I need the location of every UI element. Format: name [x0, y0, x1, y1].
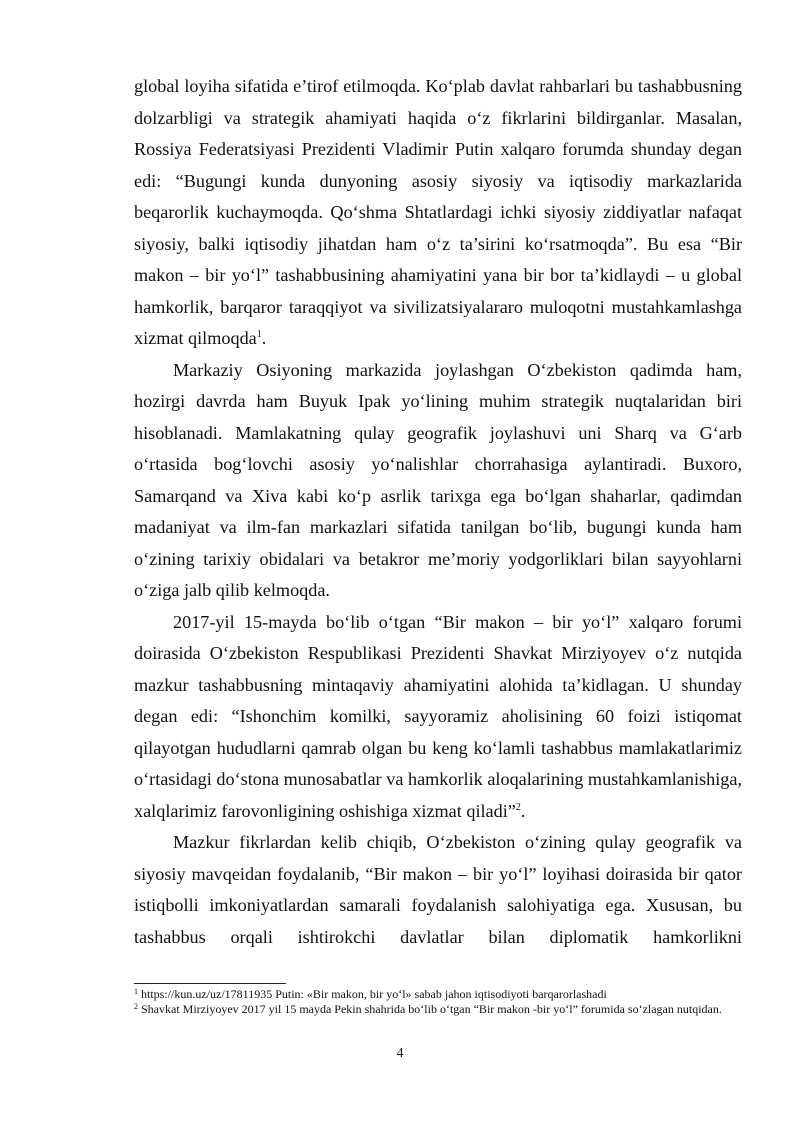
body-text — [134, 71, 742, 953]
paragraph-4 — [134, 827, 742, 953]
footnote-1-text: https://kun.uz/uz/17811935 Putin: «Bir makon, bir yo‘l» sabab jahon iqtisodiyoti barqarorlashadi — [141, 987, 607, 1001]
paragraph-1-end: . — [261, 328, 267, 348]
paragraph-3 — [134, 607, 742, 828]
page-number: 4 — [396, 1046, 404, 1061]
footnote-1-number: 1 — [134, 987, 138, 996]
footnote-1 — [134, 987, 742, 1002]
paragraph-3-end: . — [520, 800, 526, 821]
footnote-2-text: Shavkat Mirziyoyev 2017 yil 15 mayda Pekin shahrida bo‘lib o‘tgan “Bir makon -bir yo‘l” forumida so‘zlagan nutqidan. — [141, 1002, 722, 1016]
paragraph-1-text: global loyiha sifatida e’tirof etilmoqda. Ko‘plab davlat rahbarlari bu tashabbusning dolzarbligi va strategik ahamiyati haqida o‘z fikrlarini bildirganlar. Masalan, Rossiya Federatsiyasi Prezidenti Vladimir Putin xalqaro forumda shunday degan edi: “Bugungi kunda dunyoning asosiy siyosiy va iqtisodiy markazlarida beqarorlik kuchaymoqda. Qo‘shma Shtatlardagi ichki siyosiy ziddiyatlar nafaqat siyosiy, balki iqtisodiy jihatdan ham o‘z ta’sirini ko‘rsatmoqda”. Bu esa “Bir makon – bir yo‘l” tashabbusining ahamiyatini yana bir bor ta’kidlaydi – u global hamkorlik, barqaror taraqqiyot va sivilizatsiyalararo muloqotni mustahkamlashga xizmat qilmoqda — [134, 76, 742, 348]
footnotes — [134, 987, 742, 1017]
paragraph-2 — [134, 355, 742, 607]
paragraph-2-text: Markaziy Osiyoning markazida joylashgan O‘zbekiston qadimda ham, hozirgi davrda ham Buyuk Ipak yo‘lining muhim strategik nuqtalaridan biri hisoblanadi. Mamlakatning qulay geografik joylashuvi uni Sharq va G‘arb o‘rtasida bog‘lovchi asosiy yo‘nalishlar chorrahasiga aylantiradi. Buxoro, Samarqand va Xiva kabi ko‘p asrlik tarixga ega bo‘lgan shaharlar, qadimdan madaniyat va ilm-fan markazlari sifatida tanilgan bo‘lib, bugungi kunda ham o‘zining tarixiy obidalari va betakror me’moriy yodgorliklari bilan sayyohlarni o‘ziga jalb qilib kelmoqda. — [134, 359, 742, 600]
footnote-separator — [134, 983, 286, 984]
paragraph-1 — [134, 71, 742, 355]
paragraph-4-text: Mazkur fikrlardan kelib chiqib, O‘zbekiston o‘zining qulay geografik va siyosiy mavqeidan foydalanib, “Bir makon – bir yo‘l” loyihasi doirasida bir qator istiqbolli imkoniyatlardan samarali foydalanish salohiyatiga ega. Xususan, bu tashabbus orqali ishtirokchi davlatlar bilan diplomatik hamkorlikni — [134, 832, 742, 947]
footnote-2-number: 2 — [134, 1002, 138, 1011]
footnote-2 — [134, 1002, 742, 1017]
footnote-ref-1: 1 — [256, 329, 262, 340]
paragraph-3-text: 2017-yil 15-mayda bo‘lib o‘tgan “Bir makon – bir yo‘l” xalqaro forumi doirasida O‘zbekiston Respublikasi Prezidenti Shavkat Mirziyoyev o‘z nutqida mazkur tashabbusning mintaqaviy ahamiyatini alohida ta’kidlagan. U shunday degan edi: “Ishonchim komilki, sayyoramiz aholisining 60 foizi istiqomat qilayotgan hududlarni qamrab olgan bu keng ko‘lamli tashabbus mamlakatlarimiz o‘rtasidagi do‘stona munosabatlar va hamkorlik aloqalarining mustahkamlanishiga, xalqlarimiz farovonligining oshishiga xizmat qiladi” — [134, 611, 742, 821]
footnote-ref-2: 2 — [515, 801, 521, 813]
